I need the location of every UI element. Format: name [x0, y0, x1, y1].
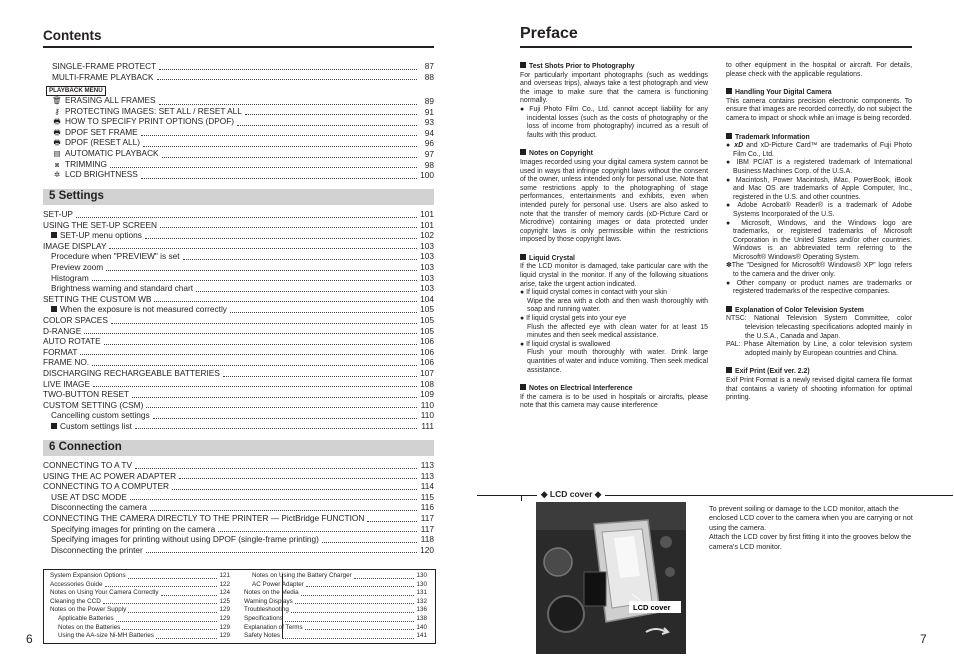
appendix-row — [244, 615, 427, 624]
preface-column-2 — [726, 62, 912, 403]
toc-row — [43, 304, 434, 315]
heading-square-icon — [520, 149, 526, 155]
toc-label: ▤ AUTOMATIC PLAYBACK — [53, 147, 159, 158]
toc-row — [43, 502, 434, 513]
toc-page-number: 91 — [424, 106, 434, 117]
toc-label: Custom settings list — [51, 421, 132, 432]
leader-dots — [130, 499, 417, 500]
toc-row — [43, 545, 434, 556]
heading-square-icon — [726, 367, 732, 373]
appendix-page-number: 129 — [219, 614, 230, 622]
leader-dots — [146, 552, 417, 553]
leader-dots — [84, 333, 417, 334]
playback-menu-badge: PLAYBACK MENU — [46, 86, 106, 96]
appendix-page-number: 136 — [416, 606, 427, 614]
toc-row — [43, 220, 434, 231]
toc-row — [43, 524, 434, 535]
appendix-row — [244, 581, 427, 590]
toc-row — [43, 368, 434, 379]
bullet-square-icon — [51, 232, 57, 238]
toc-page-number: 117 — [420, 523, 434, 534]
toc-label: SET-UP — [43, 209, 73, 219]
trademark-item: ● xD and xD-Picture Card™ are trademarks of Fuji Photo Film Co., Ltd. — [726, 142, 913, 158]
test-shots-heading: Test Shots Prior to Photography — [520, 62, 708, 72]
trademark-heading: Trademark Information — [726, 133, 912, 143]
appendix-row — [244, 589, 427, 598]
leader-dots — [109, 248, 417, 249]
appendix-page-number: 125 — [219, 597, 230, 605]
toc-label: Preview zoom — [51, 261, 104, 272]
toc-label: D-RANGE — [43, 325, 82, 336]
appendix-page-number: 129 — [219, 606, 230, 614]
appendix-column-right — [244, 572, 427, 641]
appendix-label: AC Power Adapter — [252, 580, 304, 588]
toc-page-number: 101 — [420, 209, 434, 219]
camera-lcd-cover-image — [536, 502, 686, 654]
test-shots-bullet: ● Fuji Photo Film Co., Ltd. cannot accept liability for any incidental losses (such as the costs of photography or the loss of income from photography) incurred as a result of faults with this product. — [520, 105, 708, 139]
appendix-row — [50, 581, 230, 590]
toc-page-number: 105 — [420, 314, 434, 325]
toc-page-number: 104 — [420, 293, 434, 304]
leader-dots — [128, 578, 218, 579]
toc-label: Procedure when "PREVIEW" is set — [51, 251, 180, 262]
trademark-item: ● IBM PC/AT is a registered trademark of International Business Machines Corp. of the U.S.A. — [726, 159, 912, 175]
toc-label: Specifying images for printing on the camera — [51, 523, 216, 534]
toc-page-number: 110 — [420, 399, 434, 410]
toc-page-number: 108 — [420, 378, 434, 389]
toc-row — [43, 481, 434, 492]
appendix-row — [50, 598, 230, 607]
section-title: 5 Settings — [49, 190, 104, 202]
appendix-page-number: 129 — [219, 623, 230, 631]
toc-row — [43, 273, 434, 284]
leader-dots — [156, 638, 218, 639]
toc-row — [43, 170, 434, 181]
toc-page-number: 114 — [420, 481, 434, 492]
contents-heading: Contents — [43, 28, 102, 43]
copyright-heading: Notes on Copyright — [520, 149, 708, 159]
toc-label: ⧈ TRIMMING — [52, 159, 107, 171]
right-page — [477, 0, 954, 667]
section-title: 6 Connection — [49, 441, 122, 453]
toc-page-number: 105 — [420, 304, 434, 315]
printer-icon: 🖶 — [53, 117, 61, 127]
leader-dots — [161, 595, 218, 596]
toc-label: TWO-BUTTON RESET — [43, 389, 130, 400]
toc-label: CONNECTING TO A TV — [43, 460, 132, 470]
toc-page-number: 116 — [420, 502, 434, 513]
toc-page-number: 101 — [420, 219, 434, 230]
appendix-page-number: 132 — [416, 597, 427, 605]
leader-dots — [245, 114, 417, 115]
toc-row — [43, 357, 434, 368]
leader-dots — [237, 125, 417, 126]
toc-row — [43, 241, 434, 252]
appendix-label: Notes on the Batteries — [58, 623, 121, 631]
appendix-page-number: 122 — [219, 580, 230, 588]
appendix-page-number: 130 — [416, 572, 427, 579]
appendix-label: Notes on the Media — [244, 589, 299, 597]
printer-icon: 🖶 — [53, 127, 61, 137]
appendix-row — [244, 598, 427, 607]
appendix-label: Specifications — [244, 614, 283, 622]
toc-playback — [43, 96, 434, 181]
toc-label: 🗑 ERASING ALL FRAMES — [52, 95, 156, 105]
appendix-row — [50, 632, 230, 641]
appendix-label: Explanation of Terms — [244, 623, 303, 631]
appendix-label: Notes on Using Your Camera Correctly — [50, 589, 159, 597]
toc-page-number: 105 — [420, 325, 434, 336]
toc-label: IMAGE DISPLAY — [43, 240, 107, 251]
appendix-page-number: 124 — [219, 589, 230, 597]
appendix-row — [244, 632, 427, 641]
toc-label: Disconnecting the printer — [51, 544, 143, 555]
appendix-row — [50, 606, 230, 615]
liquid-crystal-body: If the LCD monitor is damaged, take particular care with the liquid crystal in the monitor. If any of the following situations arise, take the urgent action indicated. — [520, 263, 708, 288]
interference-heading: Notes on Electrical Interference — [520, 384, 708, 394]
heading-square-icon — [726, 306, 732, 312]
trash-icon: 🗑 — [52, 96, 62, 105]
toc-row — [43, 389, 434, 400]
leader-dots — [135, 468, 417, 469]
appendix-row — [244, 624, 427, 633]
appendix-page-number: 140 — [416, 623, 427, 631]
toc-row — [43, 251, 434, 262]
appendix-box — [43, 569, 436, 644]
toc-page-number: 103 — [420, 251, 434, 262]
appendix-page-number: 130 — [416, 580, 427, 588]
leader-dots — [141, 178, 417, 179]
appendix-label: Applicable Batteries — [58, 614, 114, 622]
leader-dots — [150, 510, 417, 511]
toc-row — [43, 315, 434, 326]
appendix-page-number: 138 — [416, 614, 427, 622]
leader-dots — [295, 603, 415, 604]
heading-square-icon — [520, 384, 526, 390]
toc-label: COLOR SPACES — [43, 314, 108, 325]
toc-page-number: 103 — [420, 261, 434, 272]
leader-dots — [367, 521, 417, 522]
toc-page-number: 106 — [420, 357, 434, 368]
leader-dots — [141, 135, 417, 136]
appendix-column-left — [50, 572, 230, 641]
slideshow-icon: ▤ — [53, 148, 61, 158]
toc-page-number: 120 — [420, 544, 434, 555]
toc-label: FRAME NO. — [43, 357, 90, 368]
leader-dots — [157, 79, 417, 80]
leader-dots — [230, 312, 417, 313]
leader-dots — [306, 586, 415, 587]
leader-dots — [154, 301, 417, 302]
liquid-crystal-action: Wipe the area with a cloth and then wash thoroughly with soap and running water. — [527, 297, 708, 314]
leader-dots — [218, 531, 417, 532]
toc-page-number: 94 — [424, 127, 434, 138]
liquid-crystal-bullet: ● If liquid crystal comes in contact with your skin — [520, 289, 668, 297]
liquid-crystal-bullet: ● If liquid crystal gets into your eye — [520, 315, 627, 323]
appendix-label: Using the AA-size Ni-MH Batteries — [58, 632, 154, 640]
toc-row — [43, 471, 434, 482]
toc-label: CUSTOM SETTING (CSM) — [43, 399, 144, 410]
toc-row — [43, 209, 434, 220]
toc-label: ✲ LCD BRIGHTNESS — [53, 169, 138, 180]
toc-label: Histogram — [51, 272, 89, 283]
section-bar-settings — [43, 189, 434, 205]
brightness-icon: ✲ — [53, 170, 61, 180]
toc-page-number: 113 — [420, 460, 434, 470]
key-icon: ⚷ — [54, 106, 60, 116]
color-tv-heading: Explanation of Color Television System — [726, 306, 912, 316]
toc-label: CONNECTING TO A COMPUTER — [43, 481, 170, 492]
toc-label: Brightness warning and standard chart — [51, 283, 194, 294]
leader-dots — [145, 238, 417, 239]
toc-top — [43, 61, 434, 82]
toc-row — [43, 336, 434, 347]
appendix-row — [244, 606, 427, 615]
toc-page-number: 107 — [420, 367, 434, 378]
leader-dots — [92, 280, 417, 281]
toc-row — [43, 534, 434, 545]
toc-page-number: 106 — [420, 336, 434, 347]
toc-row — [43, 283, 434, 294]
toc-page-number: 89 — [424, 96, 434, 106]
leader-dots — [104, 344, 417, 345]
leader-dots — [116, 621, 218, 622]
toc-row — [43, 460, 434, 471]
bullet-square-icon — [51, 423, 57, 429]
bullet-square-icon — [51, 306, 57, 312]
toc-label: SINGLE-FRAME PROTECT — [52, 61, 157, 71]
toc-page-number: 115 — [420, 491, 434, 502]
leader-dots — [291, 612, 415, 613]
toc-page-number: 103 — [420, 283, 434, 294]
test-shots-body: For particularly important photographs (such as weddings and overseas trips), always take a test photograph and view the image to make sure that the camera is functioning normally. — [520, 71, 708, 105]
leader-dots — [159, 104, 417, 105]
leader-dots — [285, 621, 415, 622]
leader-dots — [322, 542, 417, 543]
appendix-label: Safety Notes — [244, 632, 281, 640]
toc-page-number: 100 — [420, 170, 434, 181]
leader-dots — [153, 418, 417, 419]
toc-label: When the exposure is not measured correctly — [51, 304, 227, 315]
leader-dots — [172, 489, 417, 490]
appendix-row — [50, 615, 230, 624]
lcd-cover-paragraph: To prevent soiling or damage to the LCD monitor, attach the enclosed LCD cover to the camera when you are carrying or not using the camera. — [709, 504, 913, 532]
toc-row — [43, 492, 434, 503]
liquid-crystal-action: Flush your mouth thoroughly with water. Drink large quantities of water and induce vomiting. Then seek medical assistance. — [527, 349, 708, 374]
toc-row — [43, 262, 434, 273]
leader-dots — [76, 217, 417, 218]
lcd-cover-rule-tick — [521, 495, 522, 501]
leader-dots — [223, 376, 417, 377]
toc-label: DISCHARGING RECHARGEABLE BATTERIES — [43, 367, 220, 378]
toc-label: Specifying images for printing without using DPOF (single-frame printing) — [51, 534, 319, 545]
leader-dots — [122, 629, 217, 630]
toc-page-number: 93 — [424, 117, 434, 128]
liquid-crystal-bullet: ● If liquid crystal is swallowed — [520, 340, 611, 348]
toc-row — [43, 326, 434, 337]
toc-label: 🖶 DPOF (RESET ALL) — [53, 137, 140, 148]
preface-column-1 — [520, 62, 708, 411]
trademark-note: ✽The "Designed for Microsoft® Windows® XP" logo refers to the camera and the driver only. — [726, 262, 912, 279]
liquid-crystal-action: Flush the affected eye with clean water for at least 15 minutes and then seek medical assistance. — [527, 323, 708, 340]
heading-rule — [43, 46, 434, 48]
leader-dots — [160, 227, 417, 228]
page-number: 6 — [26, 632, 33, 646]
toc-label: Cancelling custom settings — [51, 410, 150, 421]
toc-connection — [43, 460, 434, 555]
toc-label: ⚷ PROTECTING IMAGES: SET ALL / RESET ALL — [52, 106, 242, 118]
toc-row — [43, 294, 434, 305]
leader-dots — [106, 270, 417, 271]
appendix-row — [50, 589, 230, 598]
toc-row — [43, 513, 434, 524]
appendix-label: Cleaning the CCD — [50, 597, 101, 605]
toc-page-number: 87 — [424, 61, 434, 71]
trademark-item: ● Microsoft, Windows, and the Windows logo are trademarks, or registered trademarks of Microsoft Corporation in the United States and/or other countries. Windows is an abbreviated term referring to the Microsoft® Windows® Operating System. — [726, 219, 912, 261]
toc-label: USE AT DSC MODE — [51, 491, 127, 502]
leader-dots — [183, 259, 417, 260]
appendix-label: Notes on Using the Battery Charger — [252, 572, 352, 579]
appendix-row — [244, 572, 427, 581]
heading-square-icon — [520, 254, 526, 260]
appendix-page-number: 131 — [416, 589, 427, 597]
exif-body: Exif Print Format is a newly revised digital camera file format that contains a variety of shooting information for optimal printing. — [726, 377, 912, 402]
leader-dots — [92, 365, 417, 366]
toc-page-number: 111 — [421, 420, 434, 431]
copyright-body: Images recorded using your digital camera system cannot be used in ways that infringe copyright laws without the consent of the owner, unless intended only for personal use. Note that some restrictions apply to the photographing of stage performances, entertainments and exhibits, even when intended purely for personal use. Users are also asked to note that the transfer of memory cards (xD-Picture Card or Microdrive) containing images or data protected under copyright laws is only permissible within the restrictions imposed by those copyright laws. — [520, 158, 708, 244]
toc-page-number: 117 — [420, 512, 434, 523]
heading-square-icon — [726, 88, 732, 94]
leader-dots — [354, 578, 415, 579]
leader-dots — [110, 167, 417, 168]
trademark-item: ● Macintosh, Power Macintosh, iMac, PowerBook, iBook and Mac OS are trademarks of Apple Computer, Inc., registered in the U.S. and other countries. — [726, 176, 913, 201]
toc-label: 🖶 DPOF SET FRAME — [53, 126, 138, 137]
leader-dots — [80, 354, 417, 355]
toc-label: MULTI-FRAME PLAYBACK — [52, 71, 154, 82]
leader-dots — [179, 478, 417, 479]
trademark-item: ● Other company or product names are trademarks or registered trademarks of the respective companies. — [726, 279, 913, 296]
toc-label: USING THE SET-UP SCREEN — [43, 219, 158, 230]
toc-label: USING THE AC POWER ADAPTER — [43, 470, 177, 481]
heading-square-icon — [726, 133, 732, 139]
handling-heading: Handling Your Digital Camera — [726, 88, 912, 98]
heading-rule — [520, 46, 912, 48]
leader-dots — [111, 323, 417, 324]
section-bar-connection — [43, 440, 434, 456]
toc-row — [43, 347, 434, 358]
lcd-cover-title: ◆ LCD cover ◆ — [537, 489, 605, 500]
toc-page-number: 97 — [424, 148, 434, 159]
toc-page-number: 106 — [420, 346, 434, 357]
toc-page-number: 88 — [424, 71, 434, 82]
appendix-label: Accessories Guide — [50, 580, 103, 588]
toc-page-number: 109 — [420, 389, 434, 400]
toc-row — [43, 421, 434, 432]
lcd-cover-callout: LCD cover — [633, 603, 671, 612]
leader-dots — [301, 595, 415, 596]
trademark-item: ● Adobe Acrobat® Reader® is a trademark of Adobe Systems Incorporated of the U.S. — [726, 202, 912, 218]
toc-page-number: 118 — [420, 534, 434, 545]
toc-page-number: 96 — [424, 138, 434, 149]
xd-logo-icon: xD — [734, 142, 744, 150]
leader-dots — [159, 69, 417, 70]
appendix-label: System Expansion Options — [50, 572, 126, 579]
leader-dots — [162, 157, 417, 158]
appendix-page-number: 121 — [219, 572, 230, 579]
leader-dots — [305, 629, 415, 630]
lcd-cover-illustration — [536, 502, 686, 654]
heading-square-icon — [520, 62, 526, 68]
appendix-page-number: 129 — [219, 632, 230, 640]
printer-icon: 🖶 — [53, 138, 61, 148]
toc-label: AUTO ROTATE — [43, 336, 101, 347]
toc-label: LIVE IMAGE — [43, 378, 91, 389]
lcd-cover-paragraph: Attach the LCD cover by first fitting it into the grooves below the camera's LCD monitor. — [709, 532, 912, 551]
leader-dots — [128, 612, 217, 613]
toc-page-number: 98 — [424, 159, 434, 170]
toc-row — [43, 230, 434, 241]
trimming-icon: ⧈ — [54, 159, 60, 169]
leader-dots — [105, 586, 218, 587]
leader-dots — [132, 397, 417, 398]
appendix-row — [50, 572, 230, 581]
leader-dots — [282, 638, 414, 639]
toc-label: Disconnecting the camera — [51, 502, 147, 513]
liquid-crystal-heading: Liquid Crystal — [520, 254, 708, 264]
lcd-cover-text — [709, 504, 914, 551]
page-number: 7 — [920, 632, 927, 646]
pal-definition: PAL: Phase Alternation by Line, a color television system adopted mainly by European countries and China. — [726, 341, 912, 357]
toc-page-number: 103 — [420, 240, 434, 251]
leader-dots — [93, 386, 417, 387]
appendix-row — [50, 624, 230, 633]
ntsc-definition: NTSC: National Television System Committee, color television telecasting specifications adopted mainly in the U.S.A., Canada and Japan. — [726, 315, 912, 340]
appendix-label: Warning Displays — [244, 597, 293, 605]
toc-row — [43, 400, 434, 411]
toc-row — [43, 379, 434, 390]
toc-row — [43, 61, 434, 72]
interference-continued: to other equipment in the hospital or aircraft. For details, please check with the applicable regulations. — [726, 62, 912, 78]
exif-heading: Exif Print (Exif ver. 2.2) — [726, 367, 912, 377]
handling-body: This camera contains precision electronic components. To ensure that images are recorded correctly, do not subject the camera to impact or shock while an image is being recorded. — [726, 97, 912, 122]
toc-label: SETTING THE CUSTOM WB — [43, 293, 152, 304]
toc-label: SET-UP menu options — [51, 230, 142, 241]
toc-label: CONNECTING THE CAMERA DIRECTLY TO THE PRINTER — PictBridge FUNCTION — [43, 512, 365, 523]
toc-page-number: 102 — [420, 230, 434, 241]
leader-dots — [135, 428, 417, 429]
toc-page-number: 110 — [420, 410, 434, 421]
toc-row — [43, 72, 434, 83]
appendix-label: Troubleshooting — [244, 606, 289, 614]
toc-row — [43, 410, 434, 421]
toc-page-number: 103 — [420, 272, 434, 283]
leader-dots — [143, 146, 417, 147]
toc-label: FORMAT — [43, 346, 78, 357]
appendix-page-number: 141 — [416, 632, 427, 640]
toc-label: 🖶 HOW TO SPECIFY PRINT OPTIONS (DPOF) — [53, 116, 235, 127]
preface-heading: Preface — [520, 25, 578, 42]
appendix-label: Notes on the Power Supply — [50, 606, 127, 614]
interference-body: If the camera is to be used in hospitals or aircrafts, please note that this camera may cause interference — [520, 393, 708, 410]
leader-dots — [103, 603, 218, 604]
toc-settings — [43, 209, 434, 431]
leader-dots — [146, 407, 417, 408]
leader-dots — [196, 291, 417, 292]
toc-page-number: 113 — [420, 470, 434, 481]
